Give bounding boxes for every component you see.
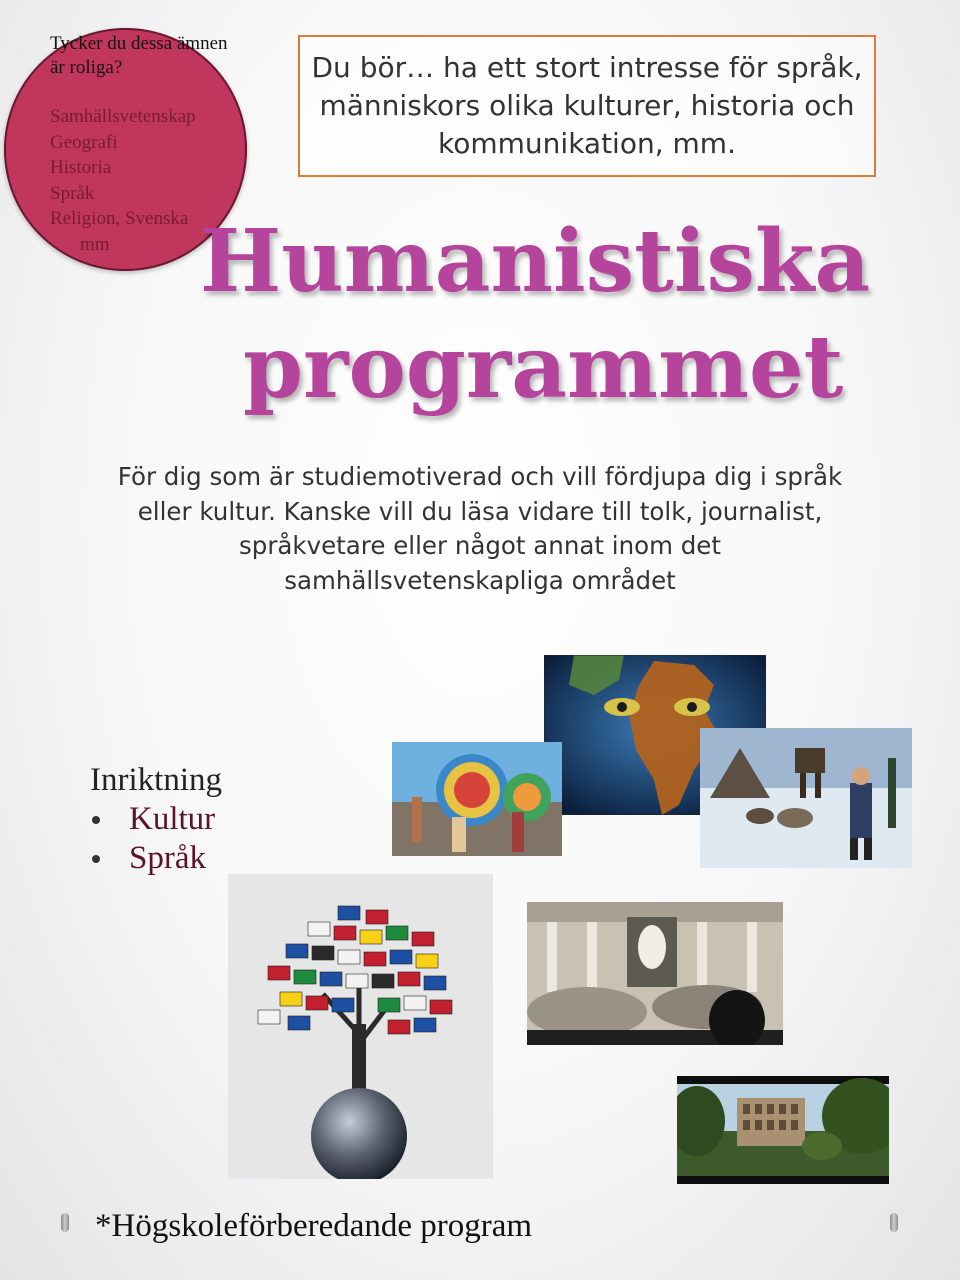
page-title-line-1: Humanistiska — [200, 211, 871, 312]
lapland-photo — [700, 728, 912, 868]
topic-item: Historia — [50, 157, 112, 178]
program-description: För dig som är studiemotiverad och vill fördjupa dig i språk eller kultur. Kanske vill du läsa vidare till tolk, journalist, språkvetare eller något annat inom det samhällsvetenskapliga området — [117, 462, 843, 595]
topic-item: Geografi — [50, 131, 118, 153]
colosseum-photo — [677, 1076, 889, 1184]
topic-item: Samhällsvetenskap — [50, 106, 196, 127]
topic-item: mm — [80, 233, 110, 255]
flag-tree-photo — [228, 874, 493, 1179]
carnival-photo — [392, 742, 562, 856]
bullet-icon — [92, 855, 100, 863]
inriktning-item — [90, 839, 215, 878]
binder-ring-icon — [890, 1213, 898, 1232]
topic-item: Religion, Svenska — [50, 208, 189, 229]
inriktning-item-label: Kultur — [129, 801, 216, 837]
topic-question: Tycker du dessa ämnen är roliga? — [50, 33, 228, 78]
inriktning-item — [90, 800, 215, 839]
bullet-icon — [92, 816, 100, 824]
fountain-photo — [527, 902, 783, 1045]
inriktning-title: Inriktning — [90, 762, 222, 798]
page-title-line-2: programmet — [243, 317, 844, 418]
inriktning-list — [90, 800, 215, 878]
binder-ring-icon — [61, 1213, 69, 1232]
interest-text: Du bör… ha ett stort intresse för språk, människors olika kulturer, historia och kommunikation, mm. — [311, 51, 863, 160]
topic-item: Språk — [50, 182, 95, 204]
inriktning-item-label: Språk — [129, 840, 206, 876]
interest-box — [298, 35, 876, 177]
footer-note: *Högskoleförberedande program — [95, 1208, 533, 1244]
